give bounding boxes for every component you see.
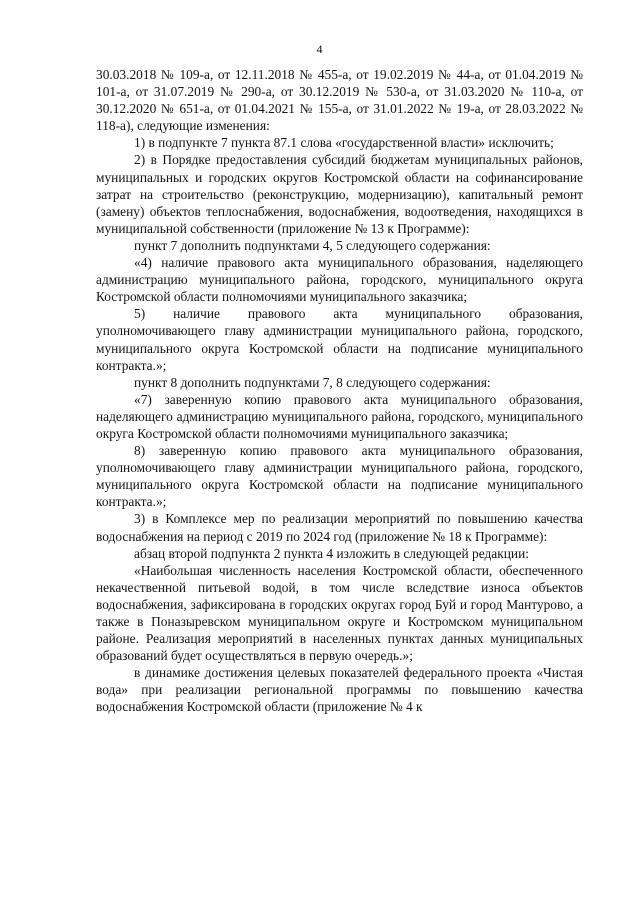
paragraph-subpoint-5: 5) наличие правового акта муниципального образования, уполномочивающего главу администрации муниципального района, городского, муниципального округа Костромской области на подписание муниципального контракта.»; — [96, 306, 583, 373]
paragraph-subpoint-4: «4) наличие правового акта муниципального образования, наделяющего администрацию муниципального района, городского, муниципального округа Костромской области полномочиями муниципального заказчика; — [96, 255, 583, 305]
paragraph-point-8-intro: пункт 8 дополнить подпунктами 7, 8 следующего содержания: — [134, 374, 491, 390]
document-body — [96, 66, 583, 716]
paragraph-item-2: 2) в Порядке предоставления субсидий бюджетам муниципальных районов, муниципальных и городских округов Костромской области на софинансирование затрат на строительство (реконструкцию, модернизацию), капитальный ремонт (замену) объектов теплоснабжения, водоснабжения, водоотведения, находящихся в муниципальной собственности (приложение № 13 к Программе): — [96, 152, 583, 236]
paragraph-dynamics: в динамике достижения целевых показателей федерального проекта «Чистая вода» при реализации региональной программы по повышению качества водоснабжения Костромской области (приложение № 4 к — [96, 665, 583, 715]
paragraph-subpoint-7: «7) заверенную копию правового акта муниципального образования, наделяющего администрацию муниципального района, городского, муниципального округа Костромской области полномочиями муниципального заказчика; — [96, 391, 583, 441]
paragraph-abzac-intro: абзац второй подпункта 2 пункта 4 изложить в следующей редакции: — [134, 545, 529, 561]
paragraph-subpoint-8: 8) заверенную копию правового акта муниципального образования, уполномочивающего главу администрации муниципального района, городского, муниципального округа Костромской области на подписание муниципального контракта.»; — [96, 443, 583, 510]
paragraph-item-3: 3) в Комплексе мер по реализации мероприятий по повышению качества водоснабжения на период с 2019 по 2024 год (приложение № 18 к Программе): — [96, 511, 583, 544]
paragraph-new-wording: «Наибольшая численность населения Костромской области, обеспеченного некачественной питьевой водой, в том числе вследствие износа объектов водоснабжения, зафиксирована в городских округах город Буй и город Мантурово, а также в Поназыревском муниципальном округе и Костромском муниципальном районе. Реализация мероприятий в населенных пунктах данных муниципальных образований будет осуществляться в первую очередь.»; — [96, 562, 583, 664]
paragraph-item-1: 1) в подпункте 7 пункта 87.1 слова «государственной власти» исключить; — [134, 135, 554, 151]
paragraph-point-7-intro: пункт 7 дополнить подпунктами 4, 5 следующего содержания: — [134, 237, 491, 253]
page-number: 4 — [316, 42, 323, 56]
paragraph-amendment-history: 30.03.2018 № 109-а, от 12.11.2018 № 455-а, от 19.02.2019 № 44-а, от 01.04.2019 № 101-а, от 31.07.2019 № 290-а, от 30.12.2019 № 530-а, от 31.03.2020 № 110-а, от 30.12.2020 № 651-а, от 01.04.2021 № 155-а, от 31.01.2022 № 19-а, от 28.03.2022 № 118-а), следующие изменения: — [96, 67, 583, 134]
